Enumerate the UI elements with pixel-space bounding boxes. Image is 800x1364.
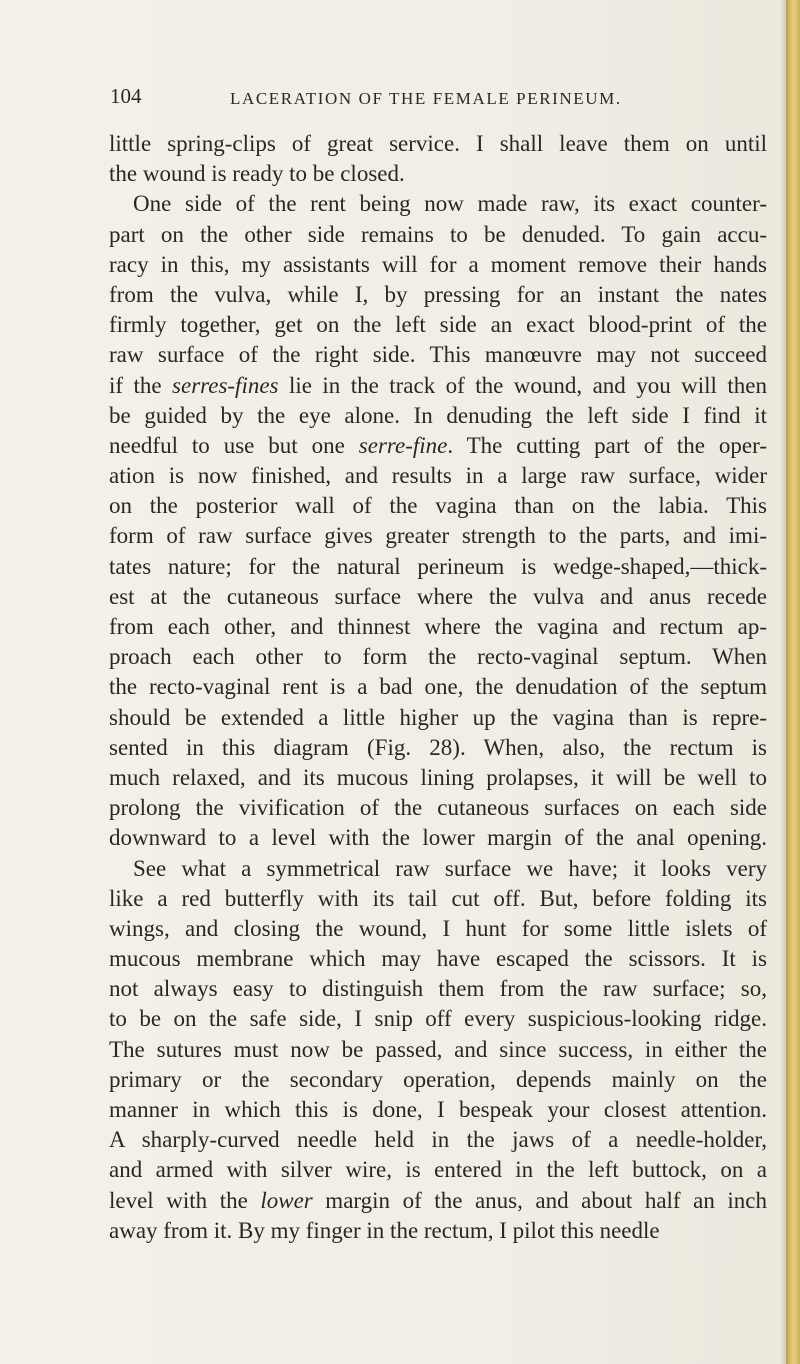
text-line: [109, 401, 767, 431]
text-segment: not always easy to distinguish them from the raw surface; so,: [109, 976, 767, 1002]
text-line: [109, 1186, 767, 1216]
text-line: [109, 521, 767, 551]
text-line: [109, 159, 767, 189]
text-segment: mucous membrane which may have escaped the scissors. It is: [109, 946, 767, 972]
text-line: [109, 793, 767, 823]
text-line: [109, 884, 767, 914]
text-segment: . The cutting part of the oper-: [447, 432, 767, 458]
text-segment: racy in this, my assistants will for a moment remove their hands: [109, 251, 767, 277]
text-segment: little spring-clips of great service. I shall leave them on until: [109, 131, 767, 156]
text-segment: A sharply-curved needle held in the jaws of a needle-holder,: [109, 1127, 767, 1153]
text-line: [109, 854, 767, 884]
text-line: [109, 220, 767, 250]
text-line: [109, 763, 767, 793]
text-segment: the recto-vaginal rent is a bad one, the denudation of the septum: [109, 674, 767, 700]
text-line: [109, 431, 767, 461]
text-segment: sented in this diagram (Fig. 28). When, also, the rectum is: [109, 734, 767, 760]
text-line: [109, 552, 767, 582]
text-line: [109, 1004, 767, 1034]
text-line: [109, 1125, 767, 1155]
text-line: [109, 582, 767, 612]
page-header: [110, 84, 770, 114]
text-segment: from the vulva, while I, by pressing for an instant the nates: [109, 281, 767, 307]
text-segment: See what a symmetrical raw surface we have; it looks very: [133, 855, 767, 881]
text-line: [109, 1216, 767, 1246]
text-line: [109, 371, 767, 401]
text-line: [109, 944, 767, 974]
text-line: [109, 612, 767, 642]
text-segment: primary or the secondary operation, depends mainly on the: [109, 1066, 767, 1092]
text-segment: margin of the anus, and about half an inch: [312, 1187, 768, 1213]
text-segment: form of raw surface gives greater strength to the parts, and imi-: [109, 523, 767, 549]
text-segment: the wound is ready to be closed.: [109, 161, 405, 187]
text-segment: on the posterior wall of the vagina than on the labia. This: [109, 493, 767, 519]
text-line: [109, 189, 767, 219]
italic-term: serres-fines: [172, 372, 279, 398]
text-line: [109, 672, 767, 702]
text-line: [109, 1035, 767, 1065]
text-segment: should be extended a little higher up the vagina than is repre-: [109, 704, 767, 730]
text-segment: wings, and closing the wound, I hunt for some little islets of: [109, 915, 767, 941]
text-segment: like a red butterfly with its tail cut off. But, before folding its: [109, 885, 767, 911]
text-segment: part on the other side remains to be denuded. To gain accu-: [109, 221, 767, 247]
text-line: [109, 1065, 767, 1095]
text-line: [109, 974, 767, 1004]
text-line: [109, 914, 767, 944]
text-segment: One side of the rent being now made raw, its exact counter-: [133, 191, 767, 217]
text-segment: much relaxed, and its mucous lining prolapses, it will be well to: [109, 764, 767, 790]
text-segment: away from it. By my finger in the rectum, I pilot this needle: [109, 1217, 660, 1243]
text-segment: if the: [109, 372, 173, 398]
text-line: [109, 461, 767, 491]
running-head: LACERATION OF THE FEMALE PERINEUM.: [230, 89, 622, 108]
gilded-page-edge: [786, 0, 800, 1364]
text-segment: raw surface of the right side. This manœuvre may not succeed: [109, 342, 767, 368]
text-segment: from each other, and thinnest where the vagina and rectum ap-: [109, 614, 767, 639]
text-line: [109, 642, 767, 672]
text-segment: manner in which this is done, I bespeak your closest attention.: [109, 1097, 767, 1122]
text-segment: ation is now finished, and results in a large raw surface, wider: [109, 463, 767, 489]
page-number: 104: [110, 84, 142, 108]
text-segment: needful to use but one: [109, 432, 359, 458]
text-segment: est at the cutaneous surface where the vulva and anus recede: [109, 583, 767, 609]
text-segment: lie in the track of the wound, and you will then: [278, 372, 767, 398]
text-line: [109, 1095, 767, 1125]
text-line: [109, 250, 767, 280]
text-line: [109, 823, 767, 853]
text-segment: The sutures must now be passed, and since success, in either the: [109, 1036, 767, 1062]
text-line: [109, 340, 767, 370]
text-line: [109, 129, 767, 159]
text-line: [109, 1155, 767, 1185]
body-text: [109, 129, 767, 1246]
text-segment: proach each other to form the recto-vaginal septum. When: [109, 644, 767, 670]
text-line: [109, 703, 767, 733]
text-segment: to be on the safe side, I snip off every suspicious-looking ridge.: [109, 1006, 767, 1032]
text-segment: be guided by the eye alone. In denuding the left side I find it: [109, 402, 767, 428]
text-segment: prolong the vivification of the cutaneous surfaces on each side: [109, 795, 767, 821]
italic-term: serre-fine: [358, 432, 448, 458]
text-segment: and armed with silver wire, is entered in the left buttock, on a: [109, 1157, 767, 1183]
text-line: [109, 733, 767, 763]
text-segment: firmly together, get on the left side an exact blood-print of the: [109, 312, 767, 338]
text-segment: downward to a level with the lower margin of the anal opening.: [109, 825, 767, 851]
italic-term: lower: [260, 1187, 313, 1213]
text-line: [109, 491, 767, 521]
text-line: [109, 310, 767, 340]
text-segment: tates nature; for the natural perineum is wedge-shaped,—thick-: [109, 553, 767, 579]
text-segment: level with the: [109, 1187, 261, 1213]
text-line: [109, 280, 767, 310]
